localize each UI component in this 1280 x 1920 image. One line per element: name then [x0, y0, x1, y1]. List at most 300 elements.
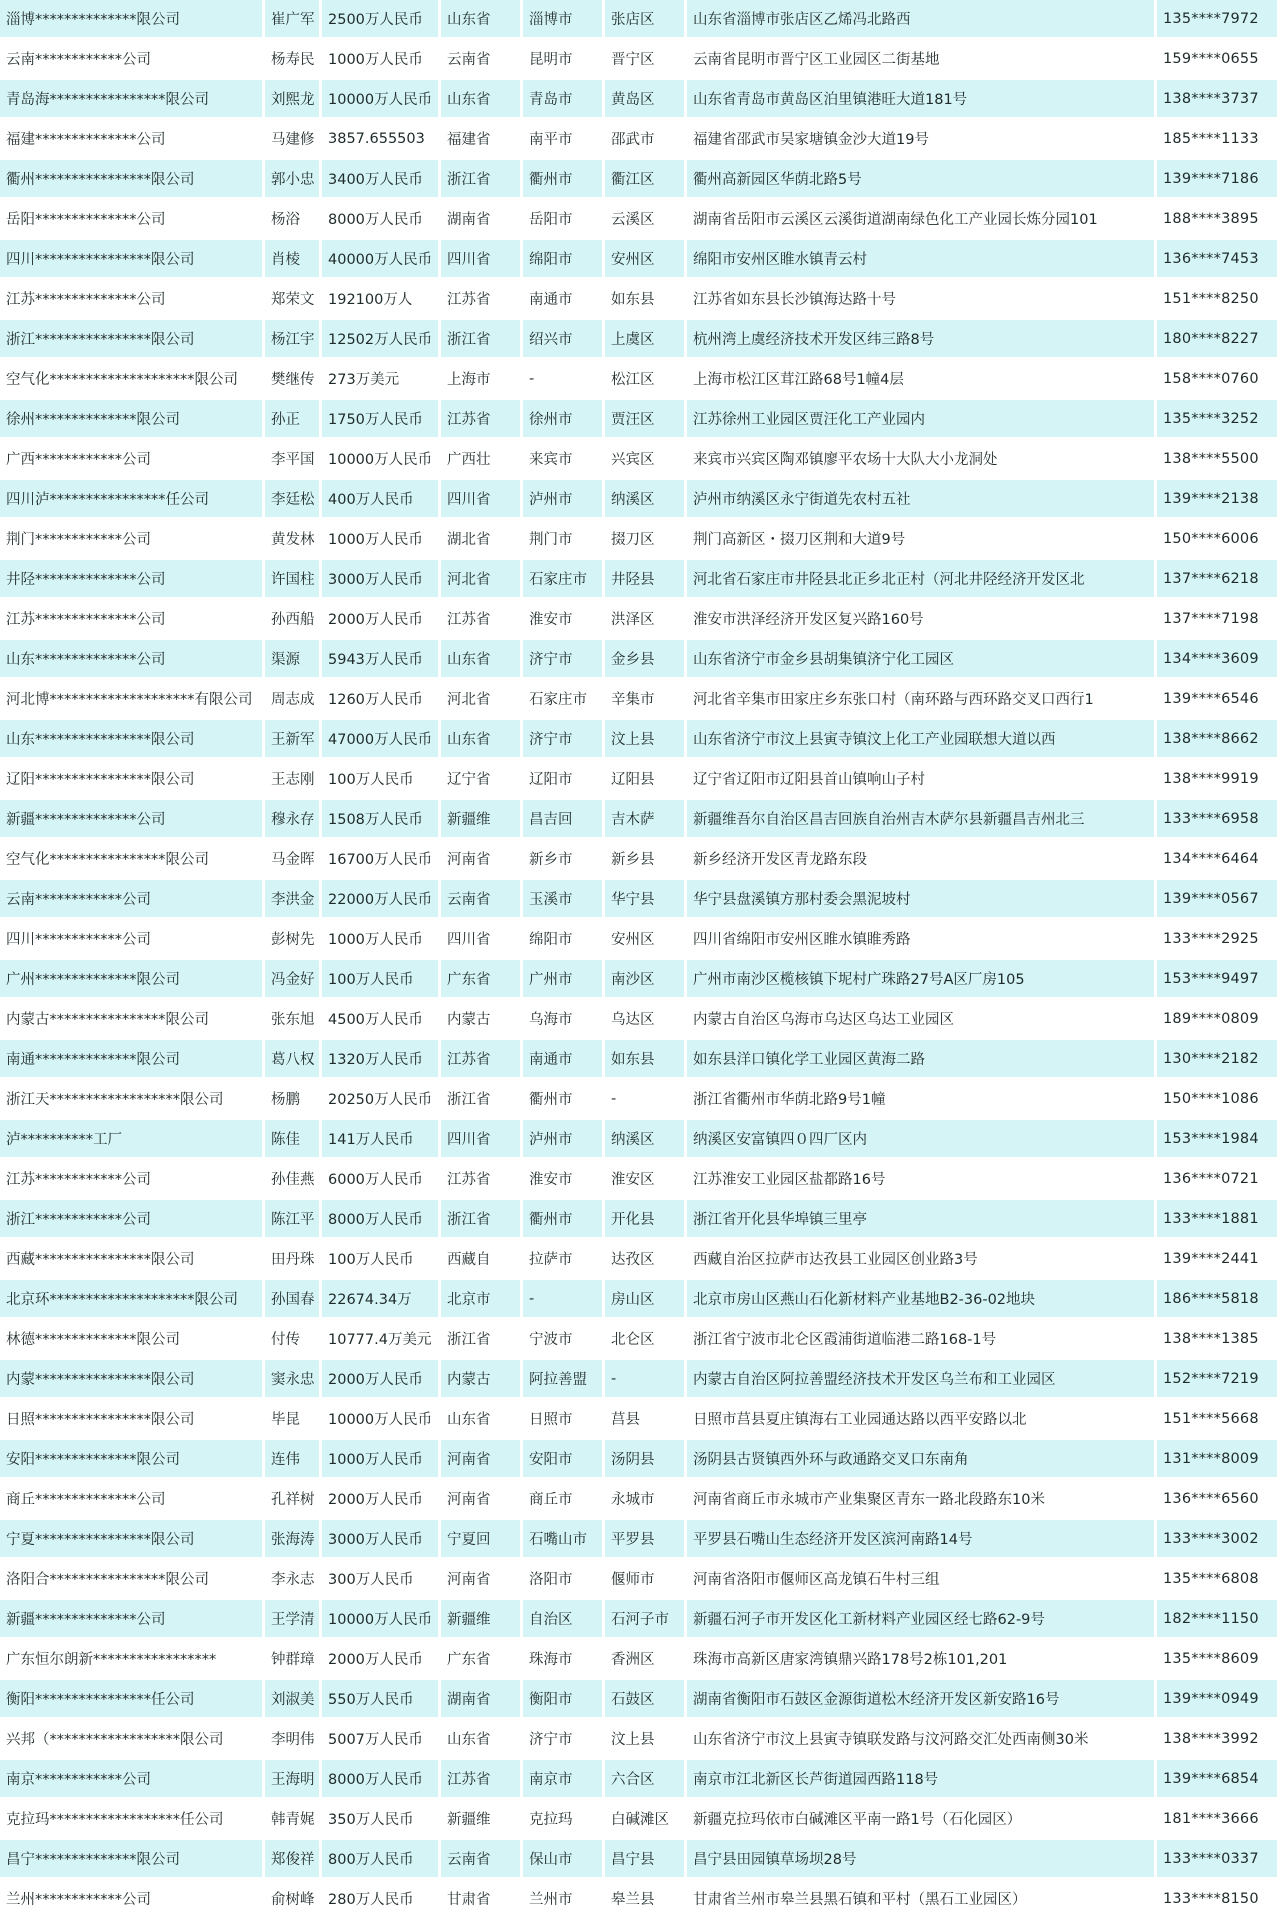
company-name-cell: 四川泸****************任公司 — [0, 480, 265, 520]
address-cell: 荆门高新区・掇刀区荆和大道9号 — [687, 520, 1157, 560]
company-name-cell: 广州**************限公司 — [0, 960, 265, 1000]
city-cell: 广州市 — [523, 960, 605, 1000]
registered-capital-cell: 10000万人民币 — [322, 80, 441, 120]
district-cell: 贾汪区 — [605, 400, 687, 440]
district-cell: 莒县 — [605, 1400, 687, 1440]
city-cell: 济宁市 — [523, 1720, 605, 1760]
contact-person-cell: 李廷松 — [265, 480, 322, 520]
company-name-cell: 浙江****************限公司 — [0, 320, 265, 360]
district-cell: 兴宾区 — [605, 440, 687, 480]
district-cell: 安州区 — [605, 920, 687, 960]
district-cell: - — [605, 1080, 687, 1120]
city-cell: 辽阳市 — [523, 760, 605, 800]
province-cell: 西藏自 — [441, 1240, 523, 1280]
province-cell: 宁夏回 — [441, 1520, 523, 1560]
city-cell: 昆明市 — [523, 40, 605, 80]
contact-person-cell: 王海明 — [265, 1760, 322, 1800]
registered-capital-cell: 1000万人民币 — [322, 920, 441, 960]
contact-person-cell: 周志成 — [265, 680, 322, 720]
phone-cell: 159****0655 — [1157, 40, 1280, 80]
company-name-cell: 洛阳合****************限公司 — [0, 1560, 265, 1600]
district-cell: 开化县 — [605, 1200, 687, 1240]
table-row — [0, 720, 1280, 760]
contact-person-cell: 杨鹏 — [265, 1080, 322, 1120]
province-cell: 内蒙古 — [441, 1360, 523, 1400]
table-row — [0, 1640, 1280, 1680]
phone-cell: 182****1150 — [1157, 1600, 1280, 1640]
table-row — [0, 840, 1280, 880]
province-cell: 山东省 — [441, 0, 523, 40]
province-cell: 江苏省 — [441, 600, 523, 640]
province-cell: 山东省 — [441, 80, 523, 120]
address-cell: 汤阴县古贤镇西外环与政通路交叉口东南角 — [687, 1440, 1157, 1480]
address-cell: 昌宁县田园镇草场坝28号 — [687, 1840, 1157, 1880]
address-cell: 湖南省岳阳市云溪区云溪街道湖南绿色化工产业园长炼分园101 — [687, 200, 1157, 240]
registered-capital-cell: 2000万人民币 — [322, 1480, 441, 1520]
registered-capital-cell: 550万人民币 — [322, 1680, 441, 1720]
phone-cell: 158****0760 — [1157, 360, 1280, 400]
district-cell: 吉木萨 — [605, 800, 687, 840]
city-cell: 南通市 — [523, 1040, 605, 1080]
phone-cell: 136****6560 — [1157, 1480, 1280, 1520]
table-row — [0, 40, 1280, 80]
province-cell: 福建省 — [441, 120, 523, 160]
address-cell: 四川省绵阳市安州区睢水镇睢秀路 — [687, 920, 1157, 960]
company-name-cell: 云南************公司 — [0, 40, 265, 80]
province-cell: 四川省 — [441, 480, 523, 520]
contact-person-cell: 李明伟 — [265, 1720, 322, 1760]
address-cell: 江苏淮安工业园区盐都路16号 — [687, 1160, 1157, 1200]
table-row — [0, 1520, 1280, 1560]
company-name-cell: 福建**************公司 — [0, 120, 265, 160]
contact-person-cell: 俞树峰 — [265, 1880, 322, 1920]
province-cell: 河北省 — [441, 680, 523, 720]
city-cell: 泸州市 — [523, 1120, 605, 1160]
phone-cell: 138****8662 — [1157, 720, 1280, 760]
province-cell: 浙江省 — [441, 320, 523, 360]
phone-cell: 152****7219 — [1157, 1360, 1280, 1400]
phone-cell: 136****0721 — [1157, 1160, 1280, 1200]
address-cell: 来宾市兴宾区陶邓镇廖平农场十大队大小龙洞处 — [687, 440, 1157, 480]
province-cell: 河南省 — [441, 1440, 523, 1480]
district-cell: 辽阳县 — [605, 760, 687, 800]
company-name-cell: 淄博**************限公司 — [0, 0, 265, 40]
phone-cell: 138****3737 — [1157, 80, 1280, 120]
address-cell: 甘肃省兰州市皋兰县黑石镇和平村（黑石工业园区） — [687, 1880, 1157, 1920]
address-cell: 浙江省宁波市北仑区霞浦街道临港二路168-1号 — [687, 1320, 1157, 1360]
table-row — [0, 280, 1280, 320]
district-cell: 如东县 — [605, 1040, 687, 1080]
table-row — [0, 1840, 1280, 1880]
city-cell: 荆门市 — [523, 520, 605, 560]
province-cell: 四川省 — [441, 1120, 523, 1160]
table-row — [0, 1240, 1280, 1280]
district-cell: 白碱滩区 — [605, 1800, 687, 1840]
phone-cell: 153****1984 — [1157, 1120, 1280, 1160]
registered-capital-cell: 400万人民币 — [322, 480, 441, 520]
province-cell: 山东省 — [441, 1720, 523, 1760]
district-cell: 新乡县 — [605, 840, 687, 880]
phone-cell: 139****0567 — [1157, 880, 1280, 920]
phone-cell: 181****3666 — [1157, 1800, 1280, 1840]
contact-person-cell: 田丹珠 — [265, 1240, 322, 1280]
district-cell: 偃师市 — [605, 1560, 687, 1600]
company-name-cell: 空气化********************限公司 — [0, 360, 265, 400]
province-cell: 浙江省 — [441, 1080, 523, 1120]
registered-capital-cell: 192100万人 — [322, 280, 441, 320]
registered-capital-cell: 800万人民币 — [322, 1840, 441, 1880]
registered-capital-cell: 1000万人民币 — [322, 520, 441, 560]
address-cell: 平罗县石嘴山生态经济开发区滨河南路14号 — [687, 1520, 1157, 1560]
contact-person-cell: 张东旭 — [265, 1000, 322, 1040]
company-name-cell: 衢州****************限公司 — [0, 160, 265, 200]
address-cell: 湖南省衡阳市石鼓区金源街道松木经济开发区新安路16号 — [687, 1680, 1157, 1720]
company-name-cell: 新疆**************公司 — [0, 800, 265, 840]
phone-cell: 139****6854 — [1157, 1760, 1280, 1800]
contact-person-cell: 黄发林 — [265, 520, 322, 560]
table-row — [0, 1040, 1280, 1080]
table-row — [0, 1200, 1280, 1240]
province-cell: 广西壮 — [441, 440, 523, 480]
province-cell: 浙江省 — [441, 1200, 523, 1240]
district-cell: 永城市 — [605, 1480, 687, 1520]
phone-cell: 135****8609 — [1157, 1640, 1280, 1680]
address-cell: 河南省商丘市永城市产业集聚区青东一路北段路东10米 — [687, 1480, 1157, 1520]
address-cell: 杭州湾上虞经济技术开发区纬三路8号 — [687, 320, 1157, 360]
table-row — [0, 400, 1280, 440]
company-name-cell: 兰州************公司 — [0, 1880, 265, 1920]
company-name-cell: 江苏************公司 — [0, 1160, 265, 1200]
table-row — [0, 1360, 1280, 1400]
contact-person-cell: 张海涛 — [265, 1520, 322, 1560]
registered-capital-cell: 1750万人民币 — [322, 400, 441, 440]
city-cell: 昌吉回 — [523, 800, 605, 840]
address-cell: 纳溪区安富镇四０四厂区内 — [687, 1120, 1157, 1160]
registered-capital-cell: 5943万人民币 — [322, 640, 441, 680]
district-cell: 汶上县 — [605, 1720, 687, 1760]
phone-cell: 138****5500 — [1157, 440, 1280, 480]
contact-person-cell: 郑俊祥 — [265, 1840, 322, 1880]
district-cell: 辛集市 — [605, 680, 687, 720]
registered-capital-cell: 3000万人民币 — [322, 560, 441, 600]
registered-capital-cell: 3857.655503 — [322, 120, 441, 160]
registered-capital-cell: 40000万人民币 — [322, 240, 441, 280]
company-name-cell: 空气化****************限公司 — [0, 840, 265, 880]
phone-cell: 133****0337 — [1157, 1840, 1280, 1880]
table-row — [0, 760, 1280, 800]
province-cell: 浙江省 — [441, 1320, 523, 1360]
city-cell: 淮安市 — [523, 1160, 605, 1200]
table-row — [0, 680, 1280, 720]
province-cell: 新疆维 — [441, 800, 523, 840]
registered-capital-cell: 280万人民币 — [322, 1880, 441, 1920]
company-name-cell: 安阳**************限公司 — [0, 1440, 265, 1480]
address-cell: 浙江省开化县华埠镇三里亭 — [687, 1200, 1157, 1240]
table-row — [0, 120, 1280, 160]
district-cell: 汶上县 — [605, 720, 687, 760]
contact-person-cell: 樊继传 — [265, 360, 322, 400]
company-name-cell: 徐州**************限公司 — [0, 400, 265, 440]
company-name-cell: 宁夏****************限公司 — [0, 1520, 265, 1560]
company-name-cell: 山东****************限公司 — [0, 720, 265, 760]
address-cell: 山东省济宁市汶上县寅寺镇联发路与汶河路交汇处西南侧30米 — [687, 1720, 1157, 1760]
phone-cell: 130****2182 — [1157, 1040, 1280, 1080]
contact-person-cell: 杨浴 — [265, 200, 322, 240]
registered-capital-cell: 100万人民币 — [322, 1240, 441, 1280]
phone-cell: 133****1881 — [1157, 1200, 1280, 1240]
address-cell: 珠海市高新区唐家湾镇鼎兴路178号2栋101,201 — [687, 1640, 1157, 1680]
company-name-cell: 内蒙****************限公司 — [0, 1360, 265, 1400]
table-row — [0, 640, 1280, 680]
contact-person-cell: 韩青娓 — [265, 1800, 322, 1840]
city-cell: 保山市 — [523, 1840, 605, 1880]
province-cell: 云南省 — [441, 880, 523, 920]
address-cell: 云南省昆明市晋宁区工业园区二街基地 — [687, 40, 1157, 80]
contact-person-cell: 郑荣文 — [265, 280, 322, 320]
company-name-cell: 广东恒尔朗新***************** — [0, 1640, 265, 1680]
company-name-cell: 四川************公司 — [0, 920, 265, 960]
contact-person-cell: 孔祥树 — [265, 1480, 322, 1520]
district-cell: 华宁县 — [605, 880, 687, 920]
registered-capital-cell: 141万人民币 — [322, 1120, 441, 1160]
company-name-cell: 四川****************限公司 — [0, 240, 265, 280]
province-cell: 浙江省 — [441, 160, 523, 200]
company-name-cell: 南通**************限公司 — [0, 1040, 265, 1080]
district-cell: 香洲区 — [605, 1640, 687, 1680]
table-row — [0, 1600, 1280, 1640]
city-cell: 南通市 — [523, 280, 605, 320]
table-row — [0, 0, 1280, 40]
company-name-cell: 西藏****************限公司 — [0, 1240, 265, 1280]
address-cell: 山东省青岛市黄岛区泊里镇港旺大道181号 — [687, 80, 1157, 120]
district-cell: 达孜区 — [605, 1240, 687, 1280]
city-cell: - — [523, 1280, 605, 1320]
city-cell: 来宾市 — [523, 440, 605, 480]
city-cell: 南京市 — [523, 1760, 605, 1800]
company-name-cell: 荆门************公司 — [0, 520, 265, 560]
registered-capital-cell: 6000万人民币 — [322, 1160, 441, 1200]
company-name-cell: 日照****************限公司 — [0, 1400, 265, 1440]
address-cell: 南京市江北新区长芦街道园西路118号 — [687, 1760, 1157, 1800]
address-cell: 泸州市纳溪区永宁街道先农村五社 — [687, 480, 1157, 520]
company-name-cell: 昌宁**************限公司 — [0, 1840, 265, 1880]
district-cell: 金乡县 — [605, 640, 687, 680]
contact-person-cell: 毕昆 — [265, 1400, 322, 1440]
registered-capital-cell: 22674.34万 — [322, 1280, 441, 1320]
table-row — [0, 1560, 1280, 1600]
province-cell: 江苏省 — [441, 400, 523, 440]
contact-person-cell: 孙国春 — [265, 1280, 322, 1320]
company-name-cell: 林德**************限公司 — [0, 1320, 265, 1360]
city-cell: 商丘市 — [523, 1480, 605, 1520]
registered-capital-cell: 10000万人民币 — [322, 440, 441, 480]
city-cell: 南平市 — [523, 120, 605, 160]
contact-person-cell: 许国柱 — [265, 560, 322, 600]
district-cell: 北仑区 — [605, 1320, 687, 1360]
table-row — [0, 1800, 1280, 1840]
phone-cell: 133****8150 — [1157, 1880, 1280, 1920]
registered-capital-cell: 1260万人民币 — [322, 680, 441, 720]
table-row — [0, 200, 1280, 240]
district-cell: 南沙区 — [605, 960, 687, 1000]
contact-person-cell: 杨寿民 — [265, 40, 322, 80]
district-cell: 六合区 — [605, 1760, 687, 1800]
city-cell: 淄博市 — [523, 0, 605, 40]
table-row — [0, 80, 1280, 120]
address-cell: 内蒙古自治区乌海市乌达区乌达工业园区 — [687, 1000, 1157, 1040]
company-name-cell: 商丘**************公司 — [0, 1480, 265, 1520]
registered-capital-cell: 4500万人民币 — [322, 1000, 441, 1040]
phone-cell: 136****7453 — [1157, 240, 1280, 280]
city-cell: - — [523, 360, 605, 400]
contact-person-cell: 孙西船 — [265, 600, 322, 640]
registered-capital-cell: 1320万人民币 — [322, 1040, 441, 1080]
city-cell: 济宁市 — [523, 720, 605, 760]
province-cell: 山东省 — [441, 640, 523, 680]
registered-capital-cell: 1000万人民币 — [322, 40, 441, 80]
table-row — [0, 1720, 1280, 1760]
contact-person-cell: 刘淑美 — [265, 1680, 322, 1720]
phone-cell: 151****5668 — [1157, 1400, 1280, 1440]
contact-person-cell: 付传 — [265, 1320, 322, 1360]
table-row — [0, 160, 1280, 200]
table-row — [0, 1000, 1280, 1040]
district-cell: 张店区 — [605, 0, 687, 40]
city-cell: 徐州市 — [523, 400, 605, 440]
address-cell: 广州市南沙区榄核镇下坭村广珠路27号A区厂房105 — [687, 960, 1157, 1000]
contact-person-cell: 李平国 — [265, 440, 322, 480]
province-cell: 广东省 — [441, 960, 523, 1000]
province-cell: 山东省 — [441, 720, 523, 760]
district-cell: 平罗县 — [605, 1520, 687, 1560]
table-row — [0, 880, 1280, 920]
city-cell: 自治区 — [523, 1600, 605, 1640]
district-cell: 石河子市 — [605, 1600, 687, 1640]
table-row — [0, 560, 1280, 600]
table-row — [0, 1160, 1280, 1200]
city-cell: 石嘴山市 — [523, 1520, 605, 1560]
phone-cell: 134****3609 — [1157, 640, 1280, 680]
province-cell: 河南省 — [441, 840, 523, 880]
phone-cell: 138****1385 — [1157, 1320, 1280, 1360]
company-name-cell: 内蒙古****************限公司 — [0, 1000, 265, 1040]
registered-capital-cell: 1000万人民币 — [322, 1440, 441, 1480]
phone-cell: 188****3895 — [1157, 200, 1280, 240]
table-row — [0, 600, 1280, 640]
registered-capital-cell: 8000万人民币 — [322, 1200, 441, 1240]
table-row — [0, 1120, 1280, 1160]
table-row — [0, 440, 1280, 480]
address-cell: 新乡经济开发区青龙路东段 — [687, 840, 1157, 880]
registered-capital-cell: 100万人民币 — [322, 760, 441, 800]
district-cell: 乌达区 — [605, 1000, 687, 1040]
city-cell: 阿拉善盟 — [523, 1360, 605, 1400]
city-cell: 淮安市 — [523, 600, 605, 640]
phone-cell: 135****6808 — [1157, 1560, 1280, 1600]
phone-cell: 138****9919 — [1157, 760, 1280, 800]
province-cell: 江苏省 — [441, 280, 523, 320]
company-name-cell: 广西************公司 — [0, 440, 265, 480]
table-row — [0, 360, 1280, 400]
contact-person-cell: 肖棱 — [265, 240, 322, 280]
table-row — [0, 480, 1280, 520]
company-name-cell: 河北博********************有限公司 — [0, 680, 265, 720]
address-cell: 辽宁省辽阳市辽阳县首山镇响山子村 — [687, 760, 1157, 800]
registered-capital-cell: 273万美元 — [322, 360, 441, 400]
address-cell: 日照市莒县夏庄镇海右工业园通达路以西平安路以北 — [687, 1400, 1157, 1440]
registered-capital-cell: 2000万人民币 — [322, 1640, 441, 1680]
registered-capital-cell: 20250万人民币 — [322, 1080, 441, 1120]
district-cell: 如东县 — [605, 280, 687, 320]
company-name-cell: 兴邦（******************限公司 — [0, 1720, 265, 1760]
registered-capital-cell: 350万人民币 — [322, 1800, 441, 1840]
phone-cell: 139****2138 — [1157, 480, 1280, 520]
table-row — [0, 1320, 1280, 1360]
province-cell: 内蒙古 — [441, 1000, 523, 1040]
province-cell: 云南省 — [441, 40, 523, 80]
address-cell: 福建省邵武市吴家塘镇金沙大道19号 — [687, 120, 1157, 160]
city-cell: 衢州市 — [523, 160, 605, 200]
province-cell: 山东省 — [441, 1400, 523, 1440]
city-cell: 青岛市 — [523, 80, 605, 120]
phone-cell: 134****6464 — [1157, 840, 1280, 880]
contact-person-cell: 陈佳 — [265, 1120, 322, 1160]
province-cell: 辽宁省 — [441, 760, 523, 800]
phone-cell: 133****3002 — [1157, 1520, 1280, 1560]
contact-person-cell: 孙佳燕 — [265, 1160, 322, 1200]
city-cell: 拉萨市 — [523, 1240, 605, 1280]
phone-cell: 139****7186 — [1157, 160, 1280, 200]
contact-person-cell: 渠源 — [265, 640, 322, 680]
district-cell: 安州区 — [605, 240, 687, 280]
province-cell: 四川省 — [441, 920, 523, 960]
phone-cell: 139****6546 — [1157, 680, 1280, 720]
address-cell: 淮安市洪泽经济开发区复兴路160号 — [687, 600, 1157, 640]
address-cell: 江苏省如东县长沙镇海达路十号 — [687, 280, 1157, 320]
province-cell: 江苏省 — [441, 1160, 523, 1200]
registered-capital-cell: 2000万人民币 — [322, 600, 441, 640]
district-cell: 衢江区 — [605, 160, 687, 200]
district-cell: 洪泽区 — [605, 600, 687, 640]
table-row — [0, 800, 1280, 840]
address-cell: 江苏徐州工业园区贾汪化工产业园内 — [687, 400, 1157, 440]
phone-cell: 150****6006 — [1157, 520, 1280, 560]
company-name-cell: 江苏**************公司 — [0, 280, 265, 320]
registered-capital-cell: 2000万人民币 — [322, 1360, 441, 1400]
province-cell: 甘肃省 — [441, 1880, 523, 1920]
table-row — [0, 1480, 1280, 1520]
address-cell: 内蒙古自治区阿拉善盟经济技术开发区乌兰布和工业园区 — [687, 1360, 1157, 1400]
phone-cell: 151****8250 — [1157, 280, 1280, 320]
registered-capital-cell: 16700万人民币 — [322, 840, 441, 880]
district-cell: 房山区 — [605, 1280, 687, 1320]
phone-cell: 189****0809 — [1157, 1000, 1280, 1040]
table-row — [0, 520, 1280, 560]
address-cell: 新疆克拉玛依市白碱滩区平南一路1号（石化园区） — [687, 1800, 1157, 1840]
city-cell: 石家庄市 — [523, 680, 605, 720]
contact-person-cell: 王新军 — [265, 720, 322, 760]
company-name-cell: 江苏**************公司 — [0, 600, 265, 640]
district-cell: 汤阴县 — [605, 1440, 687, 1480]
registered-capital-cell: 100万人民币 — [322, 960, 441, 1000]
phone-cell: 133****2925 — [1157, 920, 1280, 960]
province-cell: 湖北省 — [441, 520, 523, 560]
province-cell: 湖南省 — [441, 200, 523, 240]
table-row — [0, 1400, 1280, 1440]
contact-person-cell: 崔广军 — [265, 0, 322, 40]
district-cell: 纳溪区 — [605, 1120, 687, 1160]
table-row — [0, 920, 1280, 960]
